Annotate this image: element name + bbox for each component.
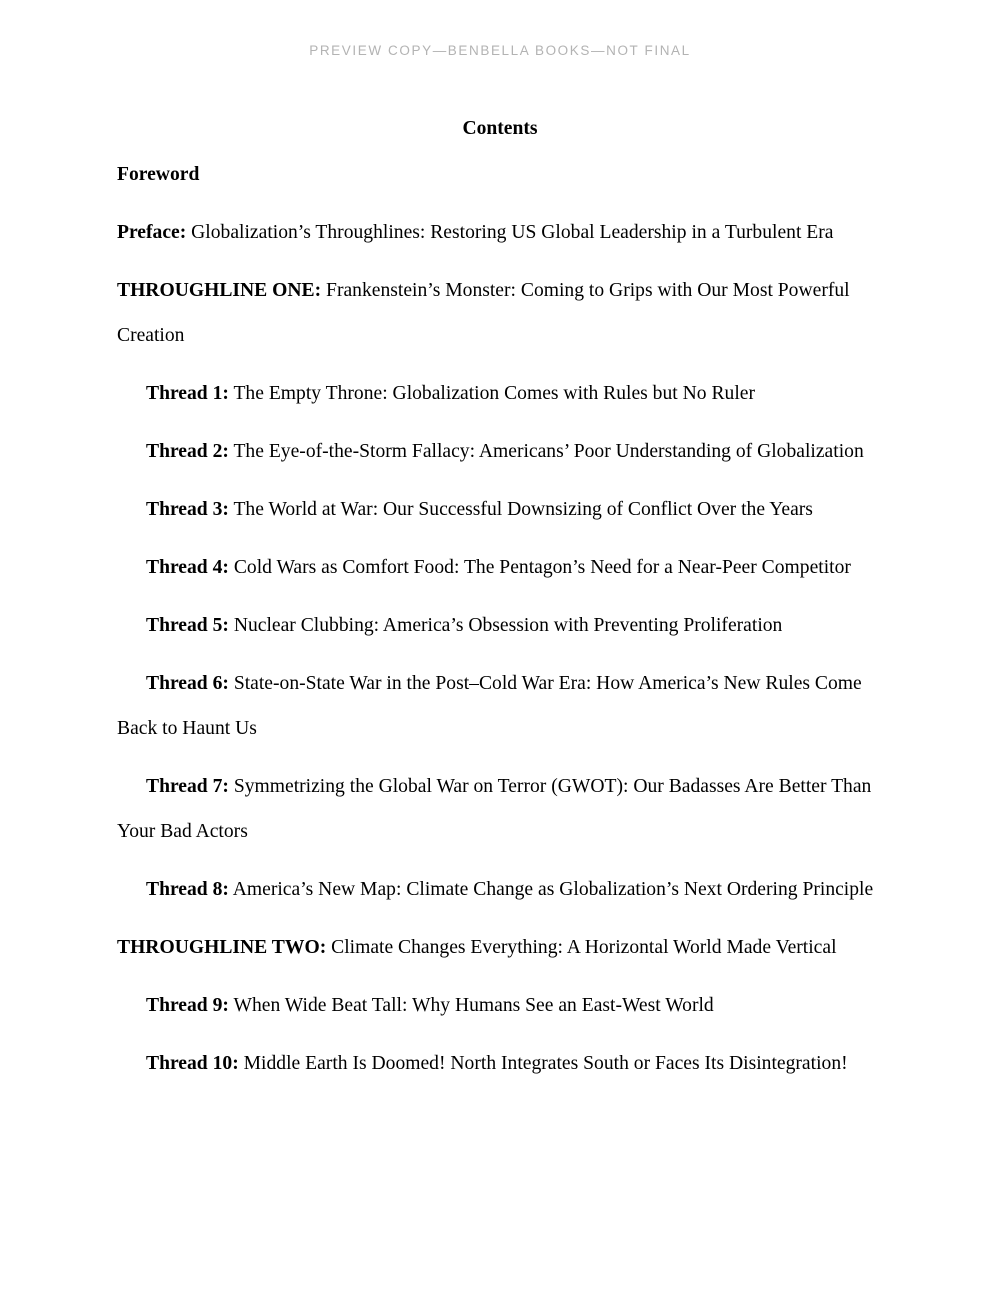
toc-entry-text: Cold Wars as Comfort Food: The Pentagon’s Need for a Near-Peer Competitor — [233, 557, 851, 578]
toc-entry-label: Thread 5: — [146, 615, 229, 636]
toc-entry-preface — [117, 210, 883, 255]
toc-entry-thread-4 — [117, 545, 883, 590]
toc-entry-label: Thread 7: — [146, 776, 229, 797]
toc-entry-text: When Wide Beat Tall: Why Humans See an East-West World — [233, 995, 714, 1016]
toc-entry-text: Globalization’s Throughlines: Restoring US Global Leadership in a Turbulent Era — [191, 222, 834, 243]
toc-entry-text: The Eye-of-the-Storm Fallacy: Americans’ Poor Understanding of Globalization — [233, 441, 864, 462]
toc-entry-throughline-one — [117, 268, 883, 358]
toc-entry-label: Thread 4: — [146, 557, 229, 578]
toc-entry-label: Thread 9: — [146, 995, 229, 1016]
toc-entry-thread-6 — [117, 661, 883, 751]
toc-entry-text: Frankenstein’s Monster: Coming to Grips with Our Most Powerful Creation — [117, 280, 850, 346]
toc-entry-throughline-two — [117, 925, 883, 970]
toc-entry-thread-10 — [117, 1041, 883, 1086]
toc-entry-label: Thread 2: — [146, 441, 229, 462]
toc-entry-thread-5 — [117, 603, 883, 648]
toc-entry-label: Thread 10: — [146, 1053, 239, 1074]
toc-entry-label: Preface: — [117, 222, 187, 243]
toc-entry-text: Middle Earth Is Doomed! North Integrates South or Faces Its Disintegration! — [243, 1053, 848, 1074]
table-of-contents — [117, 106, 883, 1099]
toc-entry-thread-9 — [117, 983, 883, 1028]
toc-entry-thread-8 — [117, 867, 883, 912]
toc-entry-label: Thread 3: — [146, 499, 229, 520]
toc-entry-thread-7 — [117, 764, 883, 854]
toc-entry-thread-2 — [117, 429, 883, 474]
toc-entry-text: Symmetrizing the Global War on Terror (GWOT): Our Badasses Are Better Than Your Bad Actors — [117, 776, 872, 842]
toc-entry-text: The World at War: Our Successful Downsizing of Conflict Over the Years — [233, 499, 813, 520]
toc-entry-label: THROUGHLINE ONE: — [117, 280, 322, 301]
toc-entry-text: Nuclear Clubbing: America’s Obsession with Preventing Proliferation — [233, 615, 783, 636]
toc-entry-text: The Empty Throne: Globalization Comes with Rules but No Ruler — [233, 383, 755, 404]
toc-entry-label: Foreword — [117, 164, 200, 185]
toc-entry-foreword — [117, 152, 883, 197]
toc-entry-thread-1 — [117, 371, 883, 416]
toc-entry-text: State-on-State War in the Post–Cold War Era: How America’s New Rules Come Back to Haunt Us — [117, 673, 862, 739]
toc-entry-label: Thread 1: — [146, 383, 229, 404]
page-title: Contents — [462, 118, 538, 139]
toc-entry-thread-3 — [117, 487, 883, 532]
toc-entry-label: Thread 8: — [146, 879, 229, 900]
toc-entry-label: THROUGHLINE TWO: — [117, 937, 327, 958]
toc-entry-label: Thread 6: — [146, 673, 229, 694]
toc-entry-text: America’s New Map: Climate Change as Globalization’s Next Ordering Principle — [232, 879, 874, 900]
toc-entry-text: Climate Changes Everything: A Horizontal World Made Vertical — [331, 937, 837, 958]
preview-watermark: PREVIEW COPY—BENBELLA BOOKS—NOT FINAL — [309, 43, 691, 58]
